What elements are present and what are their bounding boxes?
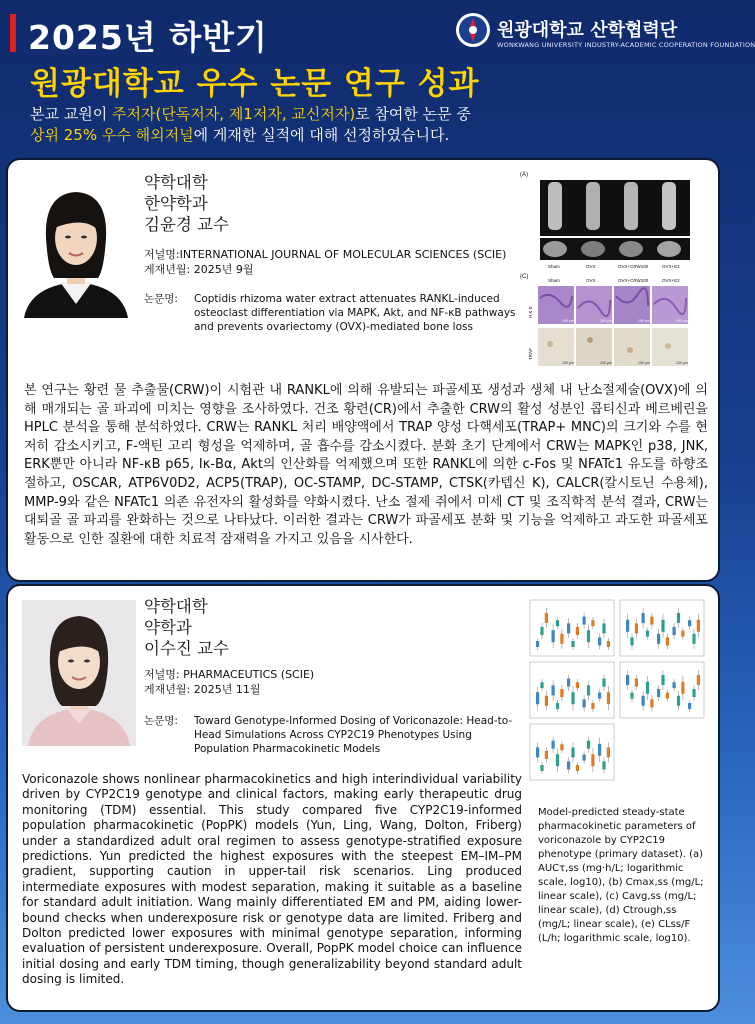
paper-title: Coptidis rhizoma water extract attenuates RANKL-induced osteoclast differentiation via MAPK, Akt, and NF-κB pathways and prevents ovariectomy (OVX)-mediated bone loss (194, 293, 516, 333)
figure-panel-a-label: (A) (520, 172, 528, 178)
boxplot-box (598, 744, 601, 756)
paper-figure (520, 168, 710, 372)
figure-panel-c-label: (C) (520, 274, 529, 280)
boxplot-box (677, 613, 680, 623)
paper-title-label: 논문명: (144, 293, 178, 305)
boxplot-box (536, 747, 539, 757)
boxplot-box (666, 693, 669, 699)
university-logo (455, 10, 755, 54)
intro-text-part: 에 게재한 실적에 대해 선정하였습니다. (193, 126, 450, 144)
boxplot-box (673, 682, 676, 688)
boxplot-box (583, 755, 586, 761)
boxplot-box (688, 703, 691, 709)
portrait-image (22, 600, 136, 746)
figure-group-label: OVX+E2 (662, 264, 680, 269)
page-header (0, 0, 755, 160)
figure-group-label: OVX+E2 (662, 278, 680, 283)
scale-bar-label: 100 μm (638, 361, 650, 365)
boxplot-box (650, 699, 653, 707)
boxplot-box (545, 613, 548, 623)
boxplot-box (556, 754, 559, 766)
figure-group-label: OVX (586, 264, 596, 269)
paper-info (144, 172, 524, 277)
boxplot-box (602, 761, 605, 769)
boxplot-box (587, 685, 590, 695)
college-name: 약학대학 (144, 173, 208, 192)
figure-group-label: OVX+CRW100 (618, 278, 649, 283)
boxplot-box (591, 703, 594, 709)
boxplot-box (635, 623, 638, 633)
scale-bar-label: 100 μm (600, 319, 612, 323)
boxplot-box (681, 631, 684, 637)
boxplot-box (635, 679, 638, 687)
department-name: 약학과 (144, 618, 192, 637)
paper-card-1 (6, 158, 720, 582)
professor-name: 이수진 교수 (144, 639, 229, 658)
paper-title-row (144, 292, 524, 342)
boxplot-box (657, 689, 660, 697)
boxplot-box (626, 620, 629, 632)
intro-text-part: 본교 교원이 (30, 105, 112, 123)
paper-summary: 본 연구는 황련 물 추출물(CRW)이 시험관 내 RANKL에 의해 유발되는 파골세포 생성과 생체 내 난소절제술(OVX)에 의해 매개되는 골 파괴에 미치는 영향을 조사하였다. 건조 황련(CR)에서 추출한 CRW의 활성 성분인 콥티신과 베르베린을 HPLC 분석을 통해 분석하였다. CRW는 RANKL 처리 배양액에서 TRAP 양성 다핵세포(TRAP+ MNC)의 크기와 수를 현저히 감소시키고, F-액틴 고리 형성을 억제하며, 골 흡수를 감소시켰다. 분화 초기 단계에서 CRW는 MAPK인 p38, JNK, ERK뿐만 아니라 NF-κB p65, Iκ-Bα, Akt의 인산화를 억제했으며 또한 RANKL에 의한 c-Fos 및 NFATc1 유도를 하향조절하고, OSCAR, ATP6V0D2, ACP5(TRAP), OC-STAMP, DC-STAMP, CTSK(카텝신 K), CALCR(칼시토닌 수용체), MMP-9와 같은 NFATc1 의존 유전자의 활성화를 약화시켰다. 난소 절제 쥐에서 미세 CT 및 조직학적 분석 결과, CRW는 대퇴골 골 파괴를 완화하는 것으로 나타났다. 이러한 결과는 CRW가 파골세포 분화 및 기능을 억제하고 과도한 파골세포 활동으로 인한 질환에 대한 치료적 잠재력을 가지고 있음을 시사한다. (24, 383, 708, 547)
boxplot-panel (620, 662, 704, 718)
panel-frame (530, 662, 614, 718)
journal-name: 저널명: PHARMACEUTICS (SCIE) (144, 668, 315, 681)
intro-text-part: 로 참여한 논문 중 (355, 105, 471, 123)
semester-heading: 2025년 하반기 (28, 18, 268, 57)
paper-summary: Voriconazole shows nonlinear pharmacokinetics and high interindividual variability driven by CYP2C19 genotype and clinical factors, making early therapeutic drug monitoring (TDM) essential. This study compared five CYP2C19-informed population pharmacokinetic (PopPK) models (Yun, Ling, Wang, Dolton, Friberg) under a standardized adult oral regimen to assess genotype-stratified exposure predictions. Yun predicted the highest exposures with the steepest EM–IM–PM gradient, supporting caution in upper-tail risk scenarios. Ling produced intermediate exposures with modest separation, making it suitable as a baseline for standard adult initiation. Wang mainly differentiated EM and PM, aiding lower-bound checks when underexposure risk or genotype data are limited. Friberg and Dolton predicted lower exposures with minimal genotype separation, informing evaluation of persistent underexposure. Overall, PopPK model choice can influence initial dosing and early TDM timing, though generalizability beyond standard adult dosing is limited. (22, 772, 522, 987)
professor-photo (20, 178, 132, 318)
scale-bar-label: 100 μm (562, 319, 574, 323)
publication-date: 게재년월: 2025년 11월 (144, 683, 261, 696)
boxplot-box (630, 637, 633, 645)
boxplot-box (583, 699, 586, 707)
scale-bar-label: 100 μm (638, 319, 650, 323)
boxplot-box (692, 689, 695, 697)
boxplot-box (688, 620, 691, 626)
scale-bar-label: 100 μm (562, 361, 574, 365)
boxplot-panel (530, 600, 614, 656)
boxplot-box (556, 703, 559, 709)
intro-line-1 (30, 104, 471, 125)
boxplot-box (536, 641, 539, 647)
boxplot-box (657, 634, 660, 644)
boxplot-box (560, 634, 563, 644)
journal-name: 저널명:INTERNATIONAL JOURNAL OF MOLECULAR SCIENCES (SCIE) (144, 248, 507, 261)
org-name-en: WONKWANG UNIVERSITY INDUSTRY-ACADEMIC COOPERATION FOUNDATION (497, 41, 755, 49)
boxplot-box (697, 620, 700, 632)
paper-card-2 (6, 584, 720, 1012)
boxplot-box (540, 682, 543, 688)
boxplot-box (591, 754, 594, 766)
paper-title-label: 논문명: (144, 715, 178, 727)
scale-bar-label: 100 μm (600, 361, 612, 365)
boxplot-box (540, 765, 543, 771)
boxplot-box (642, 696, 645, 706)
boxplot-box (677, 696, 680, 706)
scale-bar-label: 100 μm (676, 361, 688, 365)
boxplot-box (536, 692, 539, 704)
intro-highlight: 상위 25% 우수 해외저널 (30, 126, 194, 144)
boxplot-box (607, 641, 610, 647)
boxplot-box (583, 617, 586, 625)
paper-title-row (144, 714, 524, 762)
boxplot-box (545, 751, 548, 759)
figure-group-label: Sham (548, 264, 560, 269)
boxplot-box (626, 675, 629, 685)
boxplot-box (598, 637, 601, 645)
boxplot-box (591, 620, 594, 626)
boxplot-box (650, 617, 653, 625)
boxplot-box (666, 637, 669, 645)
figure-group-label: OVX+CRW100 (618, 264, 649, 269)
boxplot-box (571, 641, 574, 647)
paper-title: Toward Genotype-Informed Dosing of Voriconazole: Head-to-Head Simulations Across CYP2C19 Phenotypes Using Population Pharmacokinetic Models (194, 715, 513, 755)
boxplot-box (692, 634, 695, 644)
boxplot-box (642, 613, 645, 623)
professor-photo (22, 600, 136, 746)
boxplot-box (540, 627, 543, 635)
boxplot-box (560, 744, 563, 750)
boxplot-panel (620, 600, 704, 656)
college-name: 약학대학 (144, 597, 208, 616)
boxplot-box (556, 620, 559, 626)
boxplot-box (552, 685, 555, 695)
boxplot-box (567, 623, 570, 633)
boxplot-box (567, 761, 570, 769)
boxplot-box (697, 675, 700, 685)
boxplot-box (576, 765, 579, 771)
panel-frame (620, 662, 704, 718)
publication-date: 게재년월: 2025년 9월 (144, 263, 254, 276)
boxplot-box (646, 682, 649, 694)
boxplot-box (646, 631, 649, 637)
boxplot-panel (530, 724, 614, 780)
figure-row-label-trap: TRAP (528, 347, 533, 360)
boxplot-box (661, 675, 664, 685)
paper-info (144, 596, 524, 697)
boxplot-box (630, 693, 633, 699)
boxplot-box (560, 689, 563, 697)
intro-text (30, 104, 471, 146)
boxplot-box (576, 682, 579, 688)
boxplot-box (571, 747, 574, 757)
boxplot-box (602, 623, 605, 633)
scale-bar-label: 100 μm (676, 319, 688, 323)
boxplot-box (571, 692, 574, 704)
microct-panel (540, 180, 690, 260)
department-name: 한약학과 (144, 194, 208, 213)
intro-highlight: 주저자(단독저자, 제1저자, 교신저자) (112, 105, 356, 123)
figure-group-label: OVX (586, 278, 596, 283)
figure-group-label: Sham (548, 278, 560, 283)
boxplot-panel (530, 662, 614, 718)
boxplot-box (587, 741, 590, 749)
intro-line-2 (30, 125, 471, 146)
figure-caption: Model-predicted steady-state pharmacokinetic parameters of voriconazole by CYP2C19 phenotype (primary dataset). (a) AUCτ,ss (mg·h/L; logarithmic scale, log10), (b) Cmax,ss (mg/L; linear scale), (c) Cavg,ss (mg/L; linear scale), (d) Ctrough,ss (mg/L; linear scale), (e) CLss/F (L/h; logarithmic scale, log10). (538, 807, 704, 944)
boxplot-box (567, 679, 570, 687)
boxplot-box (607, 692, 610, 704)
boxplot-box (587, 630, 590, 642)
boxplot-figure (524, 596, 710, 796)
boxplot-box (602, 679, 605, 687)
boxplot-box (576, 627, 579, 635)
professor-name: 김윤경 교수 (144, 215, 229, 234)
boxplot-box (598, 693, 601, 699)
boxplot-box (661, 620, 664, 632)
portrait-image (20, 178, 132, 318)
org-name-ko: 원광대학교 산학협력단 (497, 20, 678, 41)
figure-row-label-he: H & E (528, 306, 533, 318)
boxplot-box (673, 627, 676, 635)
boxplot-box (607, 747, 610, 757)
university-seal-icon (455, 12, 491, 48)
page-title: 원광대학교 우수 논문 연구 성과 (30, 66, 480, 102)
accent-bar (10, 14, 16, 52)
boxplot-box (545, 696, 548, 706)
boxplot-box (681, 682, 684, 694)
boxplot-box (552, 630, 555, 642)
boxplot-box (552, 741, 555, 749)
